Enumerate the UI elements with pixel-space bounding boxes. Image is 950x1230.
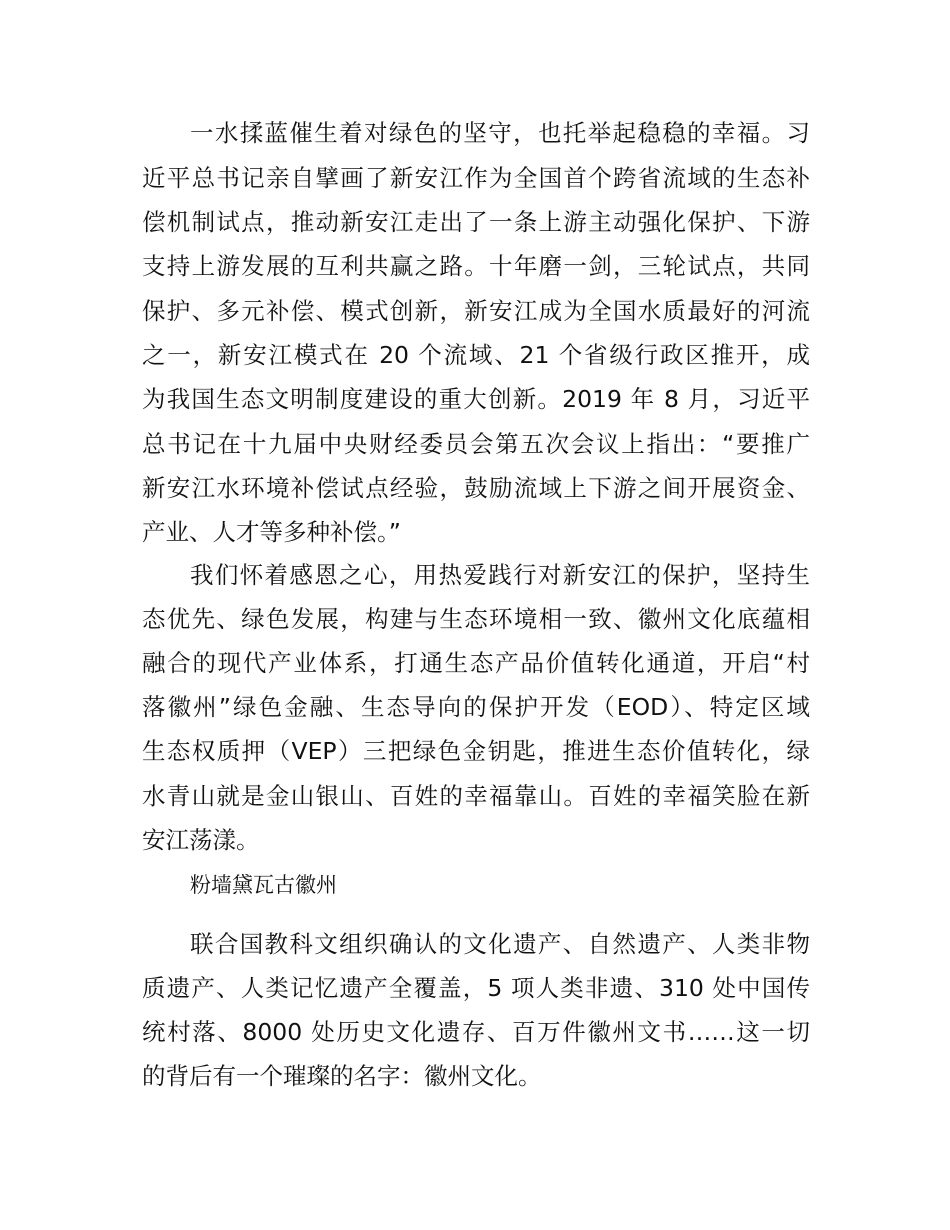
section-heading: 粉墙黛瓦古徽州 [190, 873, 337, 897]
text-line: 融合的现代产业体系，打通生态产品价值转化通道，开启“村 [142, 649, 810, 677]
text-line: 偿机制试点，推动新安江走出了一条上游主动强化保护、下游 [142, 208, 810, 236]
text-line: 保护、多元补偿、模式创新，新安江成为全国水质最好的河流 [142, 297, 810, 325]
text-line: 统村落、8000 处历史文化遗存、百万件徽州文书……这一切 [142, 1018, 810, 1046]
text-line: 落徽州”绿色金融、生态导向的保护开发（EOD）、特定区域 [142, 693, 810, 721]
text-line: 一水揉蓝催生着对绿色的坚守，也托举起稳稳的幸福。习 [190, 119, 810, 147]
text-line: 新安江水环境补偿试点经验，鼓励流域上下游之间开展资金、 [142, 474, 810, 502]
text-line: 之一，新安江模式在 20 个流域、21 个省级行政区推开，成 [142, 341, 810, 369]
text-line: 水青山就是金山银山、百姓的幸福靠山。百姓的幸福笑脸在新 [142, 782, 810, 810]
text-line: 为我国生态文明制度建设的重大创新。2019 年 8 月，习近平 [142, 385, 810, 413]
text-line: 生态权质押（VEP）三把绿色金钥匙，推进生态价值转化，绿 [142, 737, 810, 765]
text-line: 态优先、绿色发展，构建与生态环境相一致、徽州文化底蕴相 [142, 605, 810, 633]
text-line: 总书记在十九届中央财经委员会第五次会议上指出：“要推广 [142, 430, 810, 458]
text-line: 质遗产、人类记忆遗产全覆盖，5 项人类非遗、310 处中国传 [142, 974, 810, 1002]
text-line: 联合国教科文组织确认的文化遗产、自然遗产、人类非物 [190, 930, 810, 958]
text-line: 近平总书记亲自擘画了新安江作为全国首个跨省流域的生态补 [142, 164, 810, 192]
text-line: 支持上游发展的互利共赢之路。十年磨一剑，三轮试点，共同 [142, 252, 810, 280]
text-line: 安江荡漾。 [142, 826, 260, 854]
text-line: 产业、人才等多种补偿。” [142, 518, 401, 546]
text-line: 我们怀着感恩之心，用热爱践行对新安江的保护，坚持生 [190, 561, 810, 589]
text-line: 的背后有一个璀璨的名字：徽州文化。 [142, 1062, 542, 1090]
